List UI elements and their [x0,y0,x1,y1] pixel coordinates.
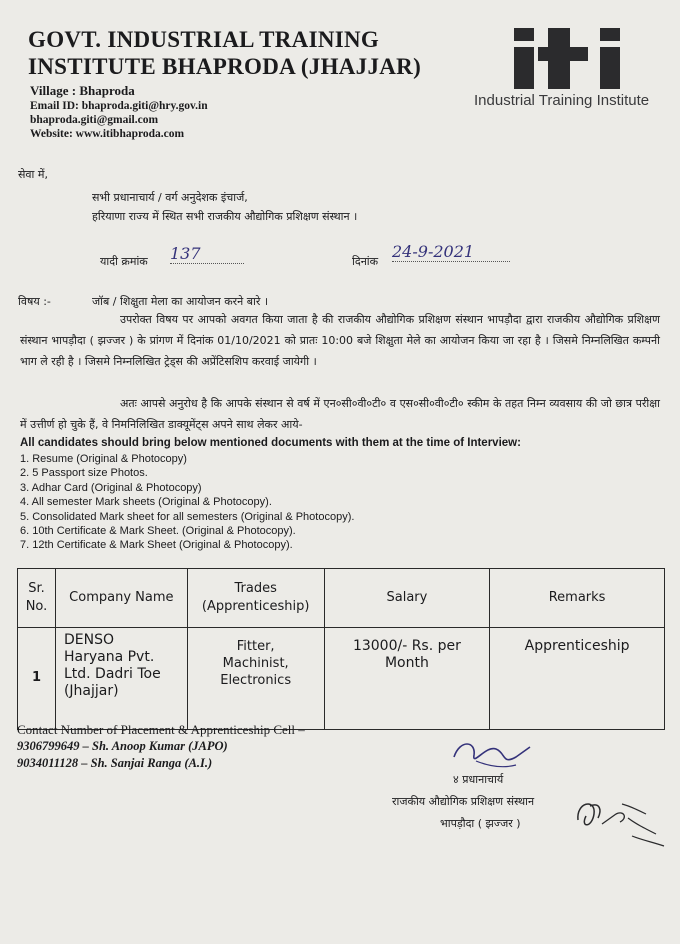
paragraph-2: अतः आपसे अनुरोध है कि आपके संस्थान से वर्ष में एन०सी०वी०टी० व एस०सी०वी०टी० स्कीम के तहत निम्न व्यवसाय की जो छात्र परीक्षा में उत्तीर्ण हो चुके हैं, वे निमनिलिखित डाक्यूमेंट्स अपने साथ लेकर आये- [20,397,660,431]
title-line-2: INSTITUTE BHAPRODA (JHAJJAR) [28,54,422,79]
cell-trades: Fitter, Machinist, Electronics [187,628,324,730]
header-remarks: Remarks [490,569,665,628]
header-salary: Salary [324,569,490,628]
subject-text: जॉब / शिक्षुता मेला का आयोजन करने बारे । [92,295,269,308]
website: Website: www.itibhaproda.com [30,128,185,140]
logo-caption: Industrial Training Institute [474,92,650,109]
list-item: 4. All semester Mark sheets (Original & Photocopy). [20,496,272,509]
cell-remarks: Apprenticeship [490,628,665,730]
contact-line-1: 9306799649 – Sh. Anoop Kumar (JAPO) [17,739,228,753]
recipient-line-1: सभी प्रधानाचार्य / वर्ग अनुदेशक इंचार्ज, [92,191,248,204]
header-sr: Sr. No. [18,569,56,628]
village: Village : Bhaproda [30,83,135,98]
institute-title [28,26,421,80]
principal-signature [446,735,536,775]
documents-list [20,452,354,553]
list-item: 5. Consolidated Mark sheet for all semesters (Original & Photocopy). [20,510,355,523]
email-2: bhaproda.giti@gmail.com [30,114,159,126]
sign-office: राजकीय औद्योगिक प्रशिक्षण संस्थान [392,795,535,808]
list-item: 6. 10th Certificate & Mark Sheet. (Original & Photocopy). [20,525,296,538]
list-item: 1. Resume (Original & Photocopy) [20,453,187,465]
ref-number [170,244,244,264]
ref-label: यादी क्रमांक [100,255,148,268]
list-item: 7. 12th Certificate & Mark Sheet (Original & Photocopy). [20,539,293,552]
table-row [18,628,665,730]
recipient-line-2: हरियाणा राज्य में स्थित सभी राजकीय औद्योगिक प्रशिक्षण संस्थान । [92,210,358,223]
paragraph-1: उपरोक्त विषय पर आपको अवगत किया जाता है की राजकीय औद्योगिक प्रशिक्षण संस्थान भापड़ौदा द्वारा राजकीय औद्योगिक प्रशिक्षण संस्थान भापड़ौदा ( झज्जर ) के प्रांगण में दिनांक 01/10/2021 को प्रातः 10:00 बजे शिक्षुता मेले का आयोजन किया जा रहा है । जिसमे निम्नलिखित कम्पनी भाग ले रही है । जिसमे निम्नलिखित ट्रेड्स की अप्रेंटिसशिप करवाई जायेगी । [20,313,660,368]
ref-value: 137 [170,244,244,264]
vacancy-table [17,568,665,730]
header-company: Company Name [55,569,187,628]
sign-place: भापड़ौदा ( झज्जर ) [440,817,521,830]
sign-designation: ४ प्रधानाचार्य [453,773,504,786]
title-line-1: GOVT. INDUSTRIAL TRAINING [28,27,380,52]
list-item: 2. 5 Passport size Photos. [20,467,148,480]
cell-salary: 13000/- Rs. per Month [324,628,490,730]
date [392,242,510,262]
list-item: 3. Adhar Card (Original & Photocopy) [20,481,202,494]
subject-label: विषय :- [18,295,51,308]
contact-block [30,83,208,141]
cell-sr: 1 [18,628,56,730]
salutation: सेवा में, [18,168,48,181]
date-label: दिनांक [352,255,379,268]
date-value: 24-9-2021 [392,242,510,262]
contact-title: Contact Number of Placement & Apprenticeship Cell – [17,722,305,737]
handwritten-signature-date [572,784,672,854]
documents-title: All candidates should bring below mentioned documents with them at the time of Interview: [20,437,521,449]
table-header-row [18,569,665,628]
cell-company: DENSO Haryana Pvt. Ltd. Dadri Toe (Jhajjar) [55,628,187,730]
contact-line-2: 9034011128 – Sh. Sanjai Ranga (A.I.) [17,756,213,770]
email-1: Email ID: bhaproda.giti@hry.gov.in [30,100,208,112]
header-trades: Trades (Apprenticeship) [187,569,324,628]
